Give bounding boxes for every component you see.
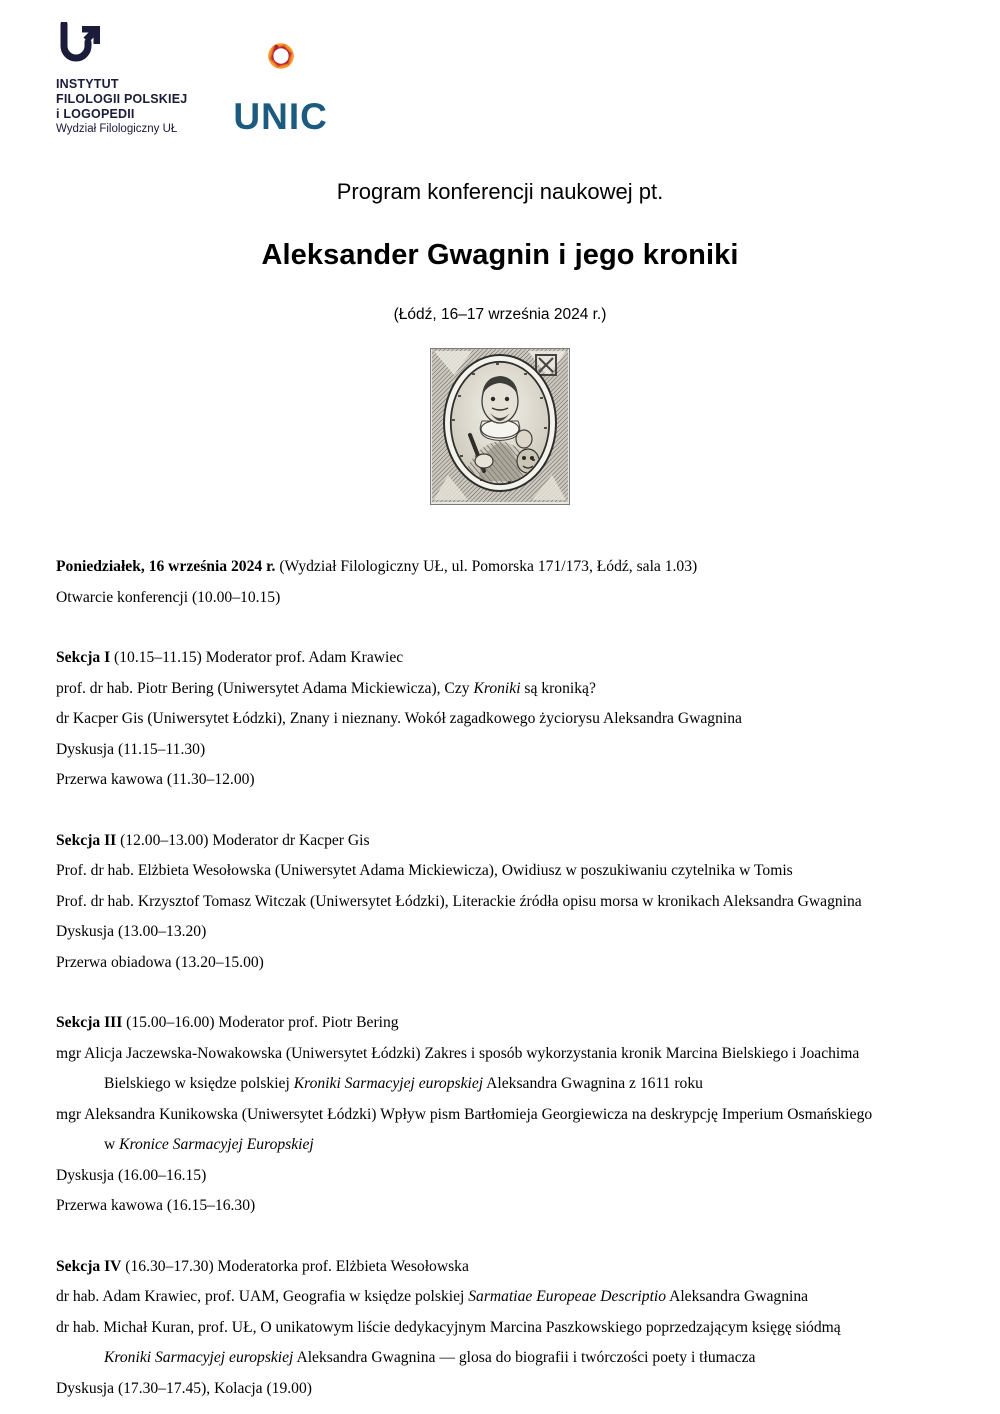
program-body bbox=[56, 552, 956, 1404]
section-meta-3: (15.00–16.00) Moderator prof. Piotr Bering bbox=[122, 1014, 399, 1031]
section-block-3 bbox=[56, 1008, 956, 1222]
section-block-2 bbox=[56, 826, 956, 979]
paper-line-continuation: Kroniki Sarmacyjej europskiej Aleksandra Gwagnina — glosa do biografii i twórczości poety i tłumacza bbox=[104, 1349, 756, 1366]
paper-line: Prof. dr hab. Krzysztof Tomasz Witczak (Uniwersytet Łódzki), Literackie źródła opisu morsa w kronikach Aleksandra Gwagnina bbox=[56, 892, 862, 910]
portrait-wrap bbox=[0, 348, 1000, 510]
unic-wordmark: UNIC bbox=[233, 96, 328, 137]
paper-line: mgr Alicja Jaczewska-Nowakowska (Uniwersytet Łódzki) Zakres i sposób wykorzystania kronik Marcina Bielskiego i Joachima bbox=[56, 1044, 860, 1062]
break-line: Przerwa obiadowa (13.20–15.00) bbox=[56, 953, 264, 971]
day-label: Poniedziałek, 16 września 2024 r. bbox=[56, 558, 276, 575]
arrow-swoosh-icon bbox=[58, 22, 104, 71]
day-heading bbox=[56, 552, 956, 583]
unic-logo bbox=[233, 22, 327, 135]
section-label-3: Sekcja III bbox=[56, 1014, 123, 1031]
section-heading-1 bbox=[56, 643, 956, 674]
section-meta-2: (12.00–13.00) Moderator dr Kacper Gis bbox=[116, 831, 370, 849]
section-meta-1: (10.15–11.15) Moderator prof. Adam Krawiec bbox=[110, 649, 404, 666]
opening-line: Otwarcie konferencji (10.00–10.15) bbox=[56, 588, 281, 606]
logo-bar bbox=[56, 22, 328, 137]
discussion-line: Dyskusja (11.15–11.30) bbox=[56, 740, 206, 758]
break-line: Przerwa kawowa (16.15–16.30) bbox=[56, 1197, 256, 1214]
paper-line: prof. dr hab. Piotr Bering (Uniwersytet Adama Mickiewicza), Czy Kroniki są kroniką? bbox=[56, 679, 596, 697]
section-label-1: Sekcja I bbox=[56, 649, 111, 666]
institute-line-4: Wydział Filologiczny UŁ bbox=[56, 123, 178, 136]
page-title: Aleksander Gwagnin i jego kroniki bbox=[261, 238, 739, 271]
section-label-2: Sekcja II bbox=[56, 831, 117, 849]
institute-line-2: FILOLOGII POLSKIEJ bbox=[56, 91, 188, 106]
break-line: Przerwa kawowa (11.30–12.00) bbox=[56, 771, 255, 788]
discussion-line: Dyskusja (16.00–16.15) bbox=[56, 1166, 207, 1184]
paper-line-continuation: w Kronice Sarmacyjej Europskiej bbox=[104, 1136, 314, 1153]
paper-line: dr hab. Adam Krawiec, prof. UAM, Geografia w księdze polskiej Sarmatiae Europeae Descriptio Aleksandra Gwagnina bbox=[56, 1288, 809, 1305]
section-label-4: Sekcja IV bbox=[56, 1257, 122, 1275]
paper-line: dr Kacper Gis (Uniwersytet Łódzki), Znany i nieznany. Wokół zagadkowego życiorysu Aleksandra Gwagnina bbox=[56, 710, 742, 727]
discussion-line: Dyskusja (17.30–17.45), Kolacja (19.00) bbox=[56, 1379, 312, 1397]
institute-line-3: i LOGOPEDII bbox=[56, 106, 135, 121]
paper-line-continuation: Bielskiego w księdze polskiej Kroniki Sarmacyjej europskiej Aleksandra Gwagnina z 1611 roku bbox=[104, 1075, 703, 1092]
section-heading-4 bbox=[56, 1252, 956, 1283]
section-meta-4: (16.30–17.30) Moderatorka prof. Elżbieta Wesołowska bbox=[121, 1257, 469, 1275]
institute-logo bbox=[56, 22, 187, 137]
conference-kicker: Program konferencji naukowej pt. bbox=[336, 179, 664, 204]
section-block-1 bbox=[56, 643, 956, 796]
section-heading-3 bbox=[56, 1008, 956, 1039]
section-block-4 bbox=[56, 1252, 956, 1405]
section-heading-2 bbox=[56, 826, 956, 857]
conference-subtitle: (Łódź, 16–17 września 2024 r.) bbox=[393, 305, 607, 323]
discussion-line: Dyskusja (13.00–13.20) bbox=[56, 923, 207, 940]
paper-line: mgr Aleksandra Kunikowska (Uniwersytet Łódzki) Wpływ pism Bartłomieja Georgiewicza na deskrypcję Imperium Osmańskiego bbox=[56, 1105, 873, 1123]
paper-line: dr hab. Michał Kuran, prof. UŁ, O unikatowym liście dedykacyjnym Marcina Paszkowskiego poprzedzającym księgę siódmą bbox=[56, 1318, 841, 1336]
sunburst-icon bbox=[244, 22, 318, 95]
institute-logo-text bbox=[56, 77, 187, 137]
day-venue: (Wydział Filologiczny UŁ, ul. Pomorska 171/173, Łódź, sala 1.03) bbox=[275, 558, 698, 575]
institute-line-1: INSTYTUT bbox=[56, 77, 119, 91]
gwagnin-portrait-engraving bbox=[430, 348, 570, 505]
paper-line: Prof. dr hab. Elżbieta Wesołowska (Uniwersytet Adama Mickiewicza), Owidiusz w poszukiwaniu czytelnika w Tomis bbox=[56, 862, 793, 879]
title-block bbox=[0, 178, 1000, 324]
day-block bbox=[56, 552, 956, 613]
